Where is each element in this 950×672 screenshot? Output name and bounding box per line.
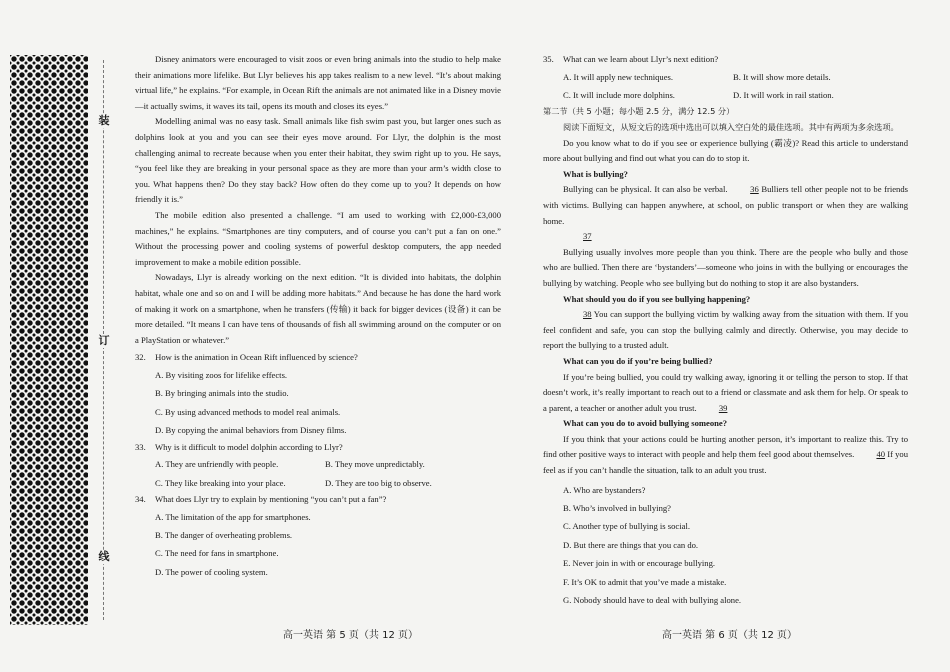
option-d[interactable]: D. The power of cooling system.	[155, 566, 268, 577]
binding-char-bottom: 线	[96, 550, 112, 564]
passage-paragraph: Bullying usually involves more people than you think. There are the people who bully and those who are bullied. Then there are ‘bystanders’—someone who joins in with the bullying or encourages the bullying by watching. People who see bullying but do nothing to stop it are also bystanders.	[543, 246, 908, 288]
page-5-column	[135, 52, 501, 581]
section-title: 第二节（共 5 小题；每小题 2.5 分，满分 12.5 分）	[543, 106, 735, 117]
page-footer-5: 高一英语 第 5 页（共 12 页）	[283, 630, 418, 641]
blank-40[interactable]: 40	[876, 449, 886, 460]
question-stem: How is the animation in Ocean Rift influenced by science?	[155, 352, 358, 363]
passage-paragraph: Modelling animal was no easy task. Small animals like fish swim past you, but larger ones such as dolphins look at you and you can see their eyes move around. For Llyr, the dolphin is the most challenging animal to recreate because when you enter their habitat, they swim right up to you. He says, “you feel like they are breaking in your personal space as they are more than your arm’s width close to you. What happens then? Do they stay back? How often do they come up to you? It depends on how friendly it is.”	[135, 116, 501, 205]
paragraph-text: Bullying can be physical. It can also be verbal.	[563, 184, 728, 195]
paragraph-text: If you think that your actions could be hurting another person, it’s important to realize this. Try to find other positive ways to interact with people and help them feel good about themselves.	[543, 433, 908, 460]
subheading: What can you do to avoid bullying someone?	[563, 418, 728, 429]
option-d[interactable]: D. But there are things that you can do.	[563, 539, 699, 550]
paragraph-text: Bulliers tell other people not to be friends with victims. Bullying can happen anywhere, at school, on public transport or when they are walking home.	[543, 184, 908, 226]
option-a[interactable]: A. It will apply new techniques.	[563, 71, 674, 82]
binding-char-mid: 订	[96, 334, 112, 348]
answer-options	[543, 481, 908, 610]
blank-36[interactable]: 36	[750, 184, 759, 195]
passage-paragraph	[543, 432, 908, 479]
passage-paragraph: Disney animators were encouraged to visit zoos or even bring animals into the studio to help make their animations more lifelike. But Llyr believes his app takes realism to a new level. “It’s about making virtual life,” he explains. “For example, in Ocean Rift the animals are not animated like in a Disney movie—it actually swims, it waves its tail, opens its mouth and closes its eyes.”	[135, 54, 501, 111]
question-34	[135, 492, 501, 581]
question-number: 34.	[135, 493, 146, 504]
option-a[interactable]: A. Who are bystanders?	[563, 484, 646, 495]
option-c[interactable]: C. It will include more dolphins.	[563, 90, 675, 100]
blank-39[interactable]: 39	[718, 402, 728, 413]
option-b[interactable]: B. Who’s involved in bullying?	[563, 503, 671, 514]
blank-37[interactable]: 37	[583, 231, 592, 242]
option-g[interactable]: G. Nobody should have to deal with bullying alone.	[563, 595, 742, 606]
paragraph-text: You can support the bullying victim by walking away from the situation with them. If you feel confident and safe, you can stop the bullying calmly and directly. Otherwise, you may decide to report the bullying to a trusted adult.	[543, 309, 908, 351]
option-f[interactable]: F. It’s OK to admit that you’ve made a mistake.	[563, 576, 727, 587]
option-c[interactable]: C. They like breaking into your place.	[155, 477, 286, 488]
passage-paragraph	[543, 182, 908, 229]
question-stem: What can we learn about Llyr’s next edition?	[563, 54, 719, 64]
passage-paragraph	[543, 307, 908, 354]
question-32	[135, 350, 501, 439]
subheading: What should you do if you see bullying happening?	[563, 293, 751, 304]
subheading: What can you do if you’re being bullied?	[563, 355, 713, 366]
option-b[interactable]: B. The danger of overheating problems.	[155, 529, 293, 540]
question-35	[543, 52, 908, 104]
decorative-pattern	[10, 55, 88, 625]
binding-char-top: 装	[96, 114, 112, 128]
passage-paragraph	[543, 229, 908, 245]
passage-paragraph: Nowadays, Llyr is already working on the next edition. “It is divided into habitats, the dolphin habitat, whale one and so on and I will be adding more habitats.” And because he has done the hard work of making it work on a smartphone, when he transfers (传输) it back for bigger devices (设备) it can be more detailed. “It means I can have tens of thousands of fish all swimming around on the computer or on a PlayStation or whatever.”	[135, 272, 501, 345]
subheading: What is bullying?	[563, 168, 628, 179]
passage-paragraph: The mobile edition also presented a challenge. “I am used to working with £2,000-£3,000 machines,” he explains. “Smartphones are tiny computers, and of course you can’t put a fan on one.” Without the processing power and cooling systems of powerful desktop computers, the app needed improvement to make a mobile edition possible.	[135, 209, 501, 267]
passage-intro: Do you know what to do if you see or experience bullying (霸凌)? Read this article to understand more about bullying and find out what you can do to stop it.	[543, 137, 908, 164]
page-6-column	[543, 52, 908, 610]
page-footer-6: 高一英语 第 6 页（共 12 页）	[662, 630, 797, 641]
question-stem: Why is it difficult to model dolphin according to Llyr?	[155, 441, 343, 452]
passage-paragraph	[543, 370, 908, 417]
option-d[interactable]: D. They are too big to observe.	[325, 477, 432, 488]
option-e[interactable]: E. Never join in with or encourage bullying.	[563, 558, 716, 569]
option-b[interactable]: B. It will show more details.	[733, 71, 831, 82]
question-stem: What does Llyr try to explain by mentioning “you can’t put a fan”?	[155, 493, 387, 504]
option-d[interactable]: D. By copying the animal behaviors from Disney films.	[155, 425, 347, 436]
option-a[interactable]: A. The limitation of the app for smartphones.	[155, 511, 311, 522]
option-c[interactable]: C. The need for fans in smartphone.	[155, 548, 279, 559]
section-instructions: 阅读下面短文，从短文后的选项中选出可以填入空白处的最佳选项。其中有两项为多余选项。	[563, 122, 899, 132]
blank-38[interactable]: 38	[583, 309, 592, 320]
option-c[interactable]: C. Another type of bullying is social.	[563, 521, 690, 532]
question-33	[135, 440, 501, 492]
paragraph-text: If you’re being bullied, you could try walking away, ignoring it or telling the person to stop. If that doesn’t work, it’s really important to reach out to a friend or classmate and ask them for help. Or speak to a parent, a teacher or another adult you trust.	[543, 371, 908, 413]
question-number: 33.	[135, 441, 146, 452]
paragraph-text: If you feel as if you can’t handle the situation, talk to an adult you trust.	[543, 449, 908, 476]
option-b[interactable]: B. They move unpredictably.	[325, 459, 425, 470]
binding-margin	[0, 0, 92, 672]
option-a[interactable]: A. They are unfriendly with people.	[155, 459, 279, 470]
option-b[interactable]: B. By bringing animals into the studio.	[155, 388, 289, 399]
question-number: 32.	[135, 352, 146, 363]
question-number: 35.	[543, 54, 554, 64]
option-a[interactable]: A. By visiting zoos for lifelike effects.	[155, 369, 288, 380]
option-c[interactable]: C. By using advanced methods to model real animals.	[155, 406, 341, 417]
option-d[interactable]: D. It will work in rail station.	[733, 90, 834, 100]
